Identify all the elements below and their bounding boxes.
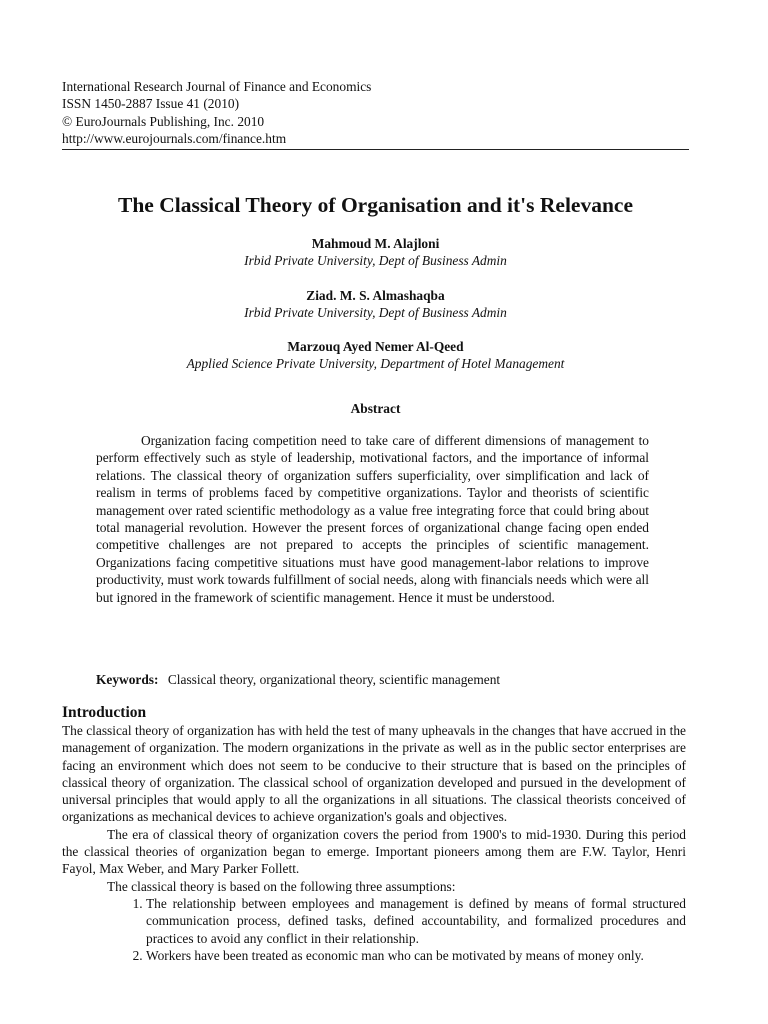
abstract-text: Organization facing competition need to take care of different dimensions of management to perform effectively such as style of leadership, motivational factors, and the importance of informal relations. The classical theory of organization suffers superficiality, over simplification and lack of realism in terms of problems faced by competitive organizations. Taylor and theorists of scientific management over rated scientific methodology as a value free integrating force that could bring about total managerial revolution. However the present forces of organizational change facing open ended competitive challenges are not prepared to accepts the principles of scientific management. Organizations facing competitive situations must have good management-labor relations to improve productivity, must work towards fulfillment of social needs, along with financials needs which were all but ignored in the framework of scientific management. Hence it must be understood.	[96, 433, 649, 605]
body-paragraph: The classical theory of organization has with held the test of many upheavals in the changes that have accrued in the management of organization. The modern organizations in the private as well as in the public sector enterprises are facing an environment which does not seem to be conducive to their structure that is based on the principles of classical theory of organization. The classical school of organization developed and pursued in the development of universal principles that would apply to all the organizations in all situations. The classical theorists conceived of organizations as mechanical devices to achieve organization's goals and objectives.	[62, 723, 686, 825]
journal-header	[62, 78, 690, 147]
body-paragraph: The era of classical theory of organization covers the period from 1900's to mid-1930. During this period the classical theories of organization began to emerge. Important pioneers among them are F.W. Taylor, Henri Fayol, Max Weber, and Mary Parker Follett.	[62, 826, 686, 877]
journal-name: International Research Journal of Finance and Economics	[62, 79, 372, 94]
author-block	[62, 235, 689, 270]
journal-url[interactable]: http://www.eurojournals.com/finance.htm	[62, 130, 287, 146]
author-name: Mahmoud M. Alajloni	[311, 236, 440, 251]
keywords-label: Keywords:	[96, 672, 159, 687]
introduction-heading: Introduction	[62, 704, 147, 721]
paper-title: The Classical Theory of Organisation and it's Relevance	[117, 193, 633, 217]
assumptions-list	[62, 895, 686, 964]
author-affiliation: Irbid Private University, Dept of Business Admin	[244, 304, 507, 320]
keywords-text: Classical theory, organizational theory, scientific management	[167, 672, 501, 687]
author-list	[62, 235, 689, 390]
list-item: 1. The relationship between employees and management is defined by means of formal structured communication process, defined tasks, defined accountability, and formalized procedures and practices to avoid any conflict in their relationship.	[146, 895, 686, 947]
introduction-body	[62, 722, 686, 964]
author-affiliation: Applied Science Private University, Department of Hotel Management	[186, 356, 565, 372]
keywords-line	[96, 671, 656, 688]
author-affiliation: Irbid Private University, Dept of Business Admin	[244, 253, 507, 269]
list-item: 2. Workers have been treated as economic man who can be motivated by means of money only.	[146, 947, 686, 964]
author-block	[62, 338, 689, 373]
copyright-line: © EuroJournals Publishing, Inc. 2010	[62, 113, 265, 129]
body-paragraph: The classical theory is based on the following three assumptions:	[107, 878, 456, 894]
issn-line: ISSN 1450-2887 Issue 41 (2010)	[62, 96, 240, 112]
author-name: Marzouq Ayed Nemer Al-Qeed	[287, 339, 464, 355]
header-divider	[62, 149, 689, 150]
author-name: Ziad. M. S. Almashaqba	[306, 287, 445, 303]
abstract-heading: Abstract	[350, 401, 401, 416]
author-block	[62, 287, 689, 322]
